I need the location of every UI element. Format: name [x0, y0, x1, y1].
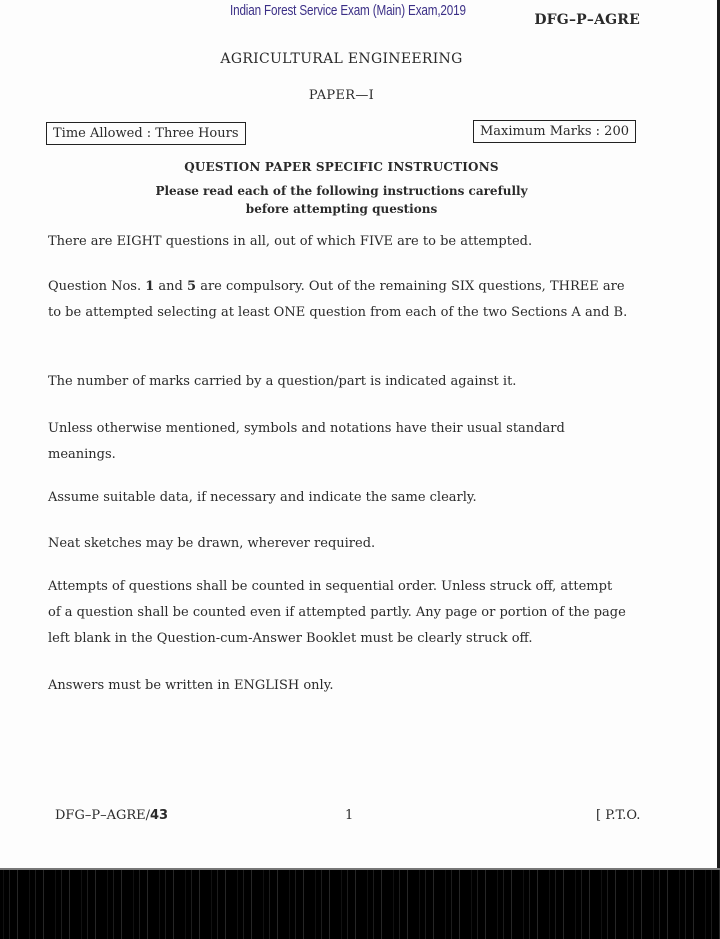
question-number-1: 1 — [145, 279, 155, 294]
maximum-marks-box: Maximum Marks : 200 — [473, 120, 636, 143]
instruction-3: The number of marks carried by a question/part is indicated against it. — [48, 374, 517, 389]
instructions-subheading — [0, 182, 683, 218]
instruction-2-text-a: Question Nos. — [48, 279, 146, 294]
footer-code-prefix: DFG–P–AGRE/ — [55, 808, 151, 823]
instruction-2-text-c: are compulsory. Out of the remaining SIX questions, THREE are to be attempted selecting at least ONE question from each of the two Sections A and B. — [48, 279, 628, 320]
watermark: Indian Forest Service Exam (Main) Exam,2019 — [230, 2, 466, 19]
question-number-5: 5 — [187, 279, 197, 294]
scan-band — [0, 870, 720, 939]
footer-paper-code — [55, 808, 168, 823]
paper-label: PAPER—I — [308, 88, 375, 103]
subheading-line-1: Please read each of the following instructions carefully — [155, 184, 528, 198]
instruction-4: Unless otherwise mentioned, symbols and notations have their usual standard meanings. — [48, 421, 565, 462]
page-number: 1 — [345, 808, 354, 823]
instructions-heading: QUESTION PAPER SPECIFIC INSTRUCTIONS — [184, 160, 499, 174]
instruction-2 — [48, 274, 628, 326]
instruction-7: Attempts of questions shall be counted in sequential order. Unless struck off, attempt of a question shall be counted even if attempted partly. Any page or portion of the page left blank in the Question-cum-Answer Booklet must be clearly struck off. — [48, 579, 626, 646]
instruction-6: Neat sketches may be drawn, wherever required. — [48, 536, 376, 551]
instruction-1: There are EIGHT questions in all, out of which FIVE are to be attempted. — [48, 234, 533, 249]
paper-code: DFG–P–AGRE — [534, 12, 640, 28]
instruction-8: Answers must be written in ENGLISH only. — [48, 678, 334, 693]
instruction-5: Assume suitable data, if necessary and indicate the same clearly. — [48, 490, 477, 505]
subject-title: AGRICULTURAL ENGINEERING — [220, 51, 463, 67]
time-allowed-box: Time Allowed : Three Hours — [46, 122, 246, 145]
please-turn-over: [ P.T.O. — [596, 808, 641, 823]
subheading-line-2: before attempting questions — [245, 202, 438, 216]
footer-code-number: 43 — [150, 808, 169, 823]
instruction-2-text-b: and — [154, 279, 188, 294]
